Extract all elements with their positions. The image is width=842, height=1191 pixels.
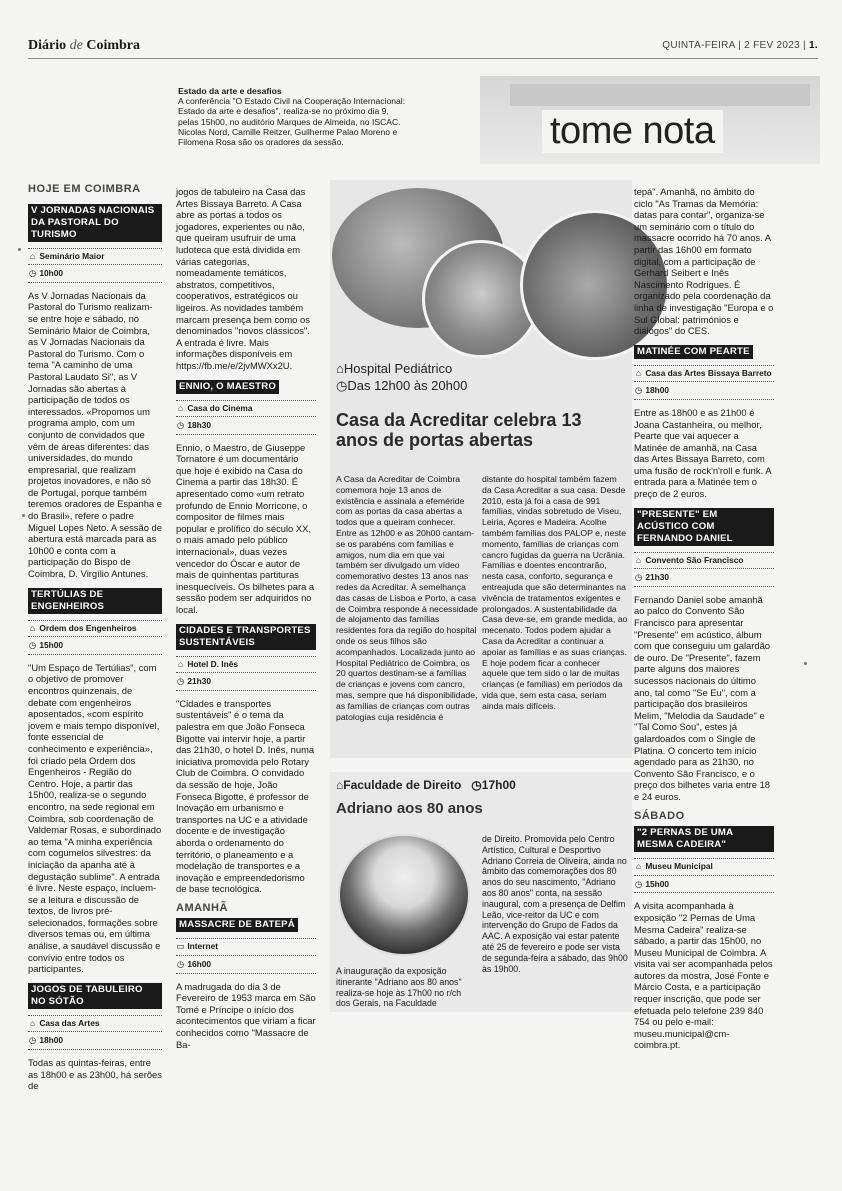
- time-text: 21h30: [645, 572, 670, 583]
- clock-icon: ◷: [176, 959, 185, 970]
- time-text: 18h00: [39, 1035, 64, 1046]
- event-tag-jornadas: V JORNADAS NACIONAIS DA PASTORAL DO TURISMO: [28, 204, 162, 242]
- place-text: Museu Municipal: [645, 861, 713, 872]
- estado-text: A conferência "O Estado Civil na Cooperação Internacional: Estado da arte e desafios", realiza-se no próximo dia 9, pelas 15h00, no auditório Marques de Almeida, no ISCAC. Nicolas Nord, Camille Reitzer, Guilherme Palao Moreno e Filomena Rosa são os oradores da sessão.: [178, 96, 406, 148]
- time-text: 18h30: [187, 420, 212, 431]
- clock-icon: ◷: [336, 378, 348, 393]
- home-icon: ⌂: [336, 361, 344, 376]
- section-head-hoje: HOJE EM COIMBRA: [28, 183, 141, 195]
- time-text: 15h00: [645, 878, 670, 889]
- place-text: Hotel D. Inês: [187, 658, 239, 669]
- event-text: Fernando Daniel sobe amanhã ao palco do Convento São Francisco para apresentar "Presente" em acústico, álbum com que conseguiu um galardão de ouro. De "Presente", fazem parte alguns dos maiores sucessos nacionais do último ano, tal como "Se Eu", com a participação dos brasileiros Melim, "Melodia da Saudade" e "Tal Como Sou", estes já galardoados com o Single de Platina. O concerto tem início agendado para as 21h30, no Convento São Francisco, e o preço dos bilhetes varia entre 18 e 24 euros.: [634, 593, 771, 802]
- portrait-adriano: [338, 834, 470, 956]
- scan-speck: [804, 662, 807, 665]
- time-text: 15h00: [39, 640, 64, 651]
- event-place: [634, 858, 774, 876]
- monitor-icon: ▭: [176, 941, 185, 952]
- feature2-time: 17h00: [481, 778, 516, 792]
- event-text: Todas as quintas-feiras, entre as 18h00 e as 23h00, há serões de: [28, 1057, 162, 1092]
- clock-icon: ◷: [471, 778, 482, 792]
- home-icon: ⌂: [29, 1017, 36, 1028]
- place-text: Ordem dos Engenheiros: [39, 622, 137, 633]
- section-head-sabado: SÁBADO: [634, 809, 685, 822]
- event-tag-batepa: MASSACRE DE BATEPÁ: [176, 918, 298, 932]
- event-place: [28, 620, 162, 638]
- event-tag-cidades: CIDADES E TRANSPORTES SUSTENTÁVEIS: [176, 624, 316, 650]
- clock-icon: ◷: [634, 878, 643, 889]
- event-tag-ennio: ENNIO, O MAESTRO: [176, 380, 279, 394]
- event-time: [28, 638, 162, 655]
- event-text: tepá". Amanhã, no âmbito do ciclo "As Tramas da Memória: datas para contar", organiza-se um seminário com o título do massacre ocorrido há 70 anos. A partir das 16h00 em formato digital, com a participação de Gerhard Seibert e Inês Nascimento Rodrigues. É organizado pela coordenação da linha de investigação "Europa e o Sul Global: patrimónios e diálogos" do CES.: [634, 186, 774, 337]
- place-text: Internet: [187, 941, 219, 952]
- feature-place: Hospital Pediátrico: [343, 361, 453, 376]
- time-text: 18h00: [645, 385, 670, 396]
- dateline: [662, 40, 818, 51]
- event-text: As V Jornadas Nacionais da Pastoral do Turismo realizam-se entre hoje e sábado, no Seminário Maior de Coimbra, as V Jornadas Nacionais da Pastoral do Turismo. Com o tema "A caminho de uma Pastoral Laudato Si", as V Jornadas são abertas à participação de todos os interessados. «Propomos um programa amplo, com um conjunto de convidados que vêm de áreas diferentes: das universidades, do mundo empresarial, que realizam projetos inovadores, e não só de Portugal, porque também teremos oradores de Espanha e do Brasil», refere o padre Miguel Lopes Neto. A sessão de abertura está marcada para as 10h00 e conta com a participação do Bispo de Coimbra, D. Virgílio Antunes.: [28, 289, 162, 580]
- masthead: [28, 36, 818, 56]
- clock-icon: ◷: [176, 676, 185, 687]
- event-time: [28, 1033, 162, 1050]
- event-text: Entre as 18h00 e as 21h00 é Joana Castanheira, ou melhor, Pearte que vai aquecer a Matinée de amanhã, na Casa das Artes Bissaya Barreto, com uma fusão de rock'n'roll e funk. A entrada para a Matinée tem o preço de 2 euros.: [634, 406, 771, 500]
- event-time: [634, 877, 774, 894]
- event-text: "Um Espaço de Tertúlias", com o objetivo de promover encontros quinzenais, de debate com engenheiros aposentados, «com espírito jovem e mais tempo disponível, fonte essencial de conhecimento e experiência», foi criado pela Ordem dos Engenheiros - Região do Centro. Hoje, a partir das 15h00, realiza-se o segundo encontro, na sede regional em Coimbra, sob coordenação de Valdemar Rosas, e subordinado ao tema "A minha experiência com cogumelos silvestres: da iniciação da apanha até à degustação sublime". A entrada é livre. Neste espaço, incluem-se a leitura e discussão de textos, de livros pré-selecionados, formações sobre diversos temas ou, em última análise, a saudável discussão e convívio entre todos os participantes.: [28, 661, 162, 975]
- clock-icon: ◷: [28, 1035, 37, 1046]
- event-time: [634, 570, 774, 587]
- estado-brief: [178, 86, 406, 147]
- home-icon: ⌂: [29, 622, 36, 633]
- brand-logo: [28, 38, 140, 54]
- event-tag-presente: "PRESENTE" EM ACÚSTICO COM FERNANDO DANIEL: [634, 508, 774, 546]
- event-place: [28, 248, 162, 266]
- home-icon: ⌂: [336, 778, 344, 792]
- column-1: [28, 184, 162, 1094]
- event-time: [176, 418, 316, 435]
- event-tag-matinee: MATINÉE COM PEARTE: [634, 345, 753, 359]
- home-icon: ⌂: [177, 658, 184, 669]
- section-head-amanha: AMANHÃ: [176, 901, 228, 914]
- event-place: [176, 656, 316, 674]
- event-tag-tertulias: TERTÚLIAS DE ENGENHEIROS: [28, 588, 162, 614]
- place-text: Convento São Francisco: [645, 554, 744, 565]
- top-box: [170, 76, 820, 166]
- feature2-caption: A inauguração da exposição itinerante "Adriano aos 80 anos" realiza-se hoje às 17h00 no r/ch dos Gerais, na Faculdade: [336, 966, 462, 1009]
- feature-time: Das 12h00 às 20h00: [347, 378, 468, 393]
- home-icon: ⌂: [635, 861, 642, 872]
- event-text: "Cidades e transportes sustentáveis" é o tema da palestra em que João Fonseca Bigotte vai intervir hoje, a partir das 21h30, o hotel D. Inês, numa iniciativa promovida pelo Rotary Club de Coimbra. O convidado da sessão de hoje, João Fonseca Bigotte, é professor de Inovação em urbanismo e transportes na UC e a atividade docente e de investigação aborda o ordenamento do território, o planeamento e a modelação de transportes e a inovação e empreendedorismo de base tecnológica.: [176, 697, 315, 895]
- event-text: A visita acompanhada à exposição "2 Pernas de Uma Mesma Cadeira" realiza-se sábado, a partir das 15h00, no Museu Municipal de Coimbra. A visita vai ser acompanhada pelos autores da mostra, José Fonte e Márcio Costa, e a participação requer inscrição, que pode ser efetuada pelo telefone 239 840 754 ou pelo e-mail: museu.municipal@cm-coimbra.pt.: [634, 900, 773, 1051]
- clock-icon: ◷: [634, 385, 643, 396]
- feature-meta: [336, 360, 467, 394]
- place-text: Casa das Artes Bissaya Barreto: [645, 367, 772, 378]
- event-text: A madrugada do dia 3 de Fevereiro de 1953 marca em São Tomé e Príncipe o início dos acontecimentos que viriam a ficar conhecidos como "Massacre de Ba-: [176, 980, 316, 1050]
- brand-name-b: Coimbra: [86, 38, 140, 53]
- place-text: Casa das Artes: [39, 1017, 100, 1028]
- clock-icon: ◷: [28, 640, 37, 651]
- event-time: [176, 957, 316, 974]
- feature2-text: de Direito. Promovida pelo Centro Artístico, Cultural e Desportivo Adriano Correia de Oliveira, ainda no âmbito das comemorações dos 80 anos do seu nascimento, "Adriano aos 80 anos" conta, na sessão inaugural, com a presença de Delfim Leão, vice-reitor da UC e com intervenção do Grupo de Fados da AAC. A exposição vai estar patente até 25 de fevereiro e pode ser vista de segunda-feira a sábado, das 9h00 às 19h00.: [482, 834, 628, 974]
- time-text: 10h00: [39, 268, 64, 279]
- time-text: 16h00: [187, 959, 212, 970]
- feature-title: Casa da Acreditar celebra 13 anos de portas abertas: [336, 410, 582, 450]
- date-text: QUINTA-FEIRA | 2 FEV 2023 |: [662, 40, 806, 51]
- event-time: [28, 266, 162, 283]
- clock-icon: ◷: [634, 572, 643, 583]
- estado-title: Estado da arte e desafios: [178, 86, 282, 96]
- section-title-tome-nota: tome nota: [542, 110, 723, 153]
- brand-name-a: Diário: [28, 38, 67, 53]
- event-place: [634, 552, 774, 570]
- scan-speck: [22, 514, 25, 517]
- feature-text-col1: A Casa da Acreditar de Coimbra comemora hoje 13 anos de existência e assinala a efeméride com as portas da casa abertas a todos que a queiram conhecer. Entre as 12h00 e as 20h00 cantam-se os parabéns com famílias e amigos, num dia em que vai também ser divulgado um vídeo comemorativo destes 13 anos nas redes da Acreditar. À semelhança das casas de Lisboa e Porto, a casa de Coimbra responde à necessidade de alojamento das famílias residentes fora da região do hospital onde os seus filhos são acompanhados. Localizada junto ao Hospital Pediátrico de Coimbra, os 20 quartos destinam-se a famílias de crianças e jovens com cancro, mas, sempre que há disponibilidade, as famílias de crianças com outras patologias cuja residência é: [336, 474, 478, 722]
- event-place: [634, 365, 774, 383]
- column-4: [634, 186, 774, 1053]
- clock-icon: ◷: [176, 420, 185, 431]
- place-text: Casa do Cinema: [187, 402, 253, 413]
- event-time: [176, 674, 316, 691]
- clock-icon: ◷: [28, 268, 37, 279]
- event-place: [176, 400, 316, 418]
- event-tag-pernas: "2 PERNAS DE UMA MESMA CADEIRA": [634, 826, 774, 852]
- feature-text-col2: distante do hospital também fazem da Casa Acreditar a sua casa. Desde 2010, esta já foi a casa de 991 famílias, vindas sobretudo de Viseu, Leiria, Açores e Madeira. Acolhe também famílias dos PALOP e, neste momento, famílias de crianças com cancro fugidas da guerra na Ucrânia. Famílias e doentes encontrarão, nesta casa, conforto, segurança e entreajuda que são determinantes na vivência de tratamentos exigentes e prolongados. A sustentabilidade da Casa deve-se, em grande medida, ao mecenato. Todos podem ajudar a Casa da Acreditar a continuar a apoiar as famílias e as suas crianças. E hoje podem ficar a conhecer aquele que tem sido o lar de muitas crianças (e famílias) em períodos da vida que, sem esta casa, seriam ainda mais difíceis.: [482, 474, 628, 711]
- column-2: [176, 186, 316, 1052]
- home-icon: ⌂: [177, 402, 184, 413]
- feature-acreditar: [330, 180, 632, 758]
- event-time: [634, 383, 774, 400]
- event-text: Ennio, o Maestro, de Giuseppe Tornatore é um documentário que hoje é exibido na Casa do Cinema a partir das 18h30. É apresentado como «um retrato profundo de Ennio Morricone, o compositor de filmes mais popular e prolífico do século XX, o mais amado pelo público internacional», duas vezes vencedor do Óscar e autor de mais de quinhentas partituras inesquecíveis. Os bilhetes para a sessão podem ser adquiridos no local.: [176, 441, 315, 615]
- scan-speck: [18, 248, 21, 251]
- event-text: jogos de tabuleiro na Casa das Artes Bissaya Barreto. A Casa abre as portas a todos os jogadores, experientes ou não, que queiram usufruir de uma ludoteca que está dividida em várias categorias, nomeadamente temáticos, abstratos, competitivos, cooperativos, estratégicos ou ligeiros. As novidades também marcam presença bem como os denominados "novos clássicos". A entrada é livre. Mais informações disponíveis em https://fb.me/e/2jvMWXx2U.: [176, 186, 310, 371]
- feature2-meta: [336, 778, 516, 792]
- brand-name-de: de: [69, 38, 83, 53]
- event-place: [28, 1015, 162, 1033]
- feature2-place: Faculdade de Direito: [343, 778, 462, 792]
- event-tag-jogos: JOGOS DE TABULEIRO NO SÓTÃO: [28, 983, 162, 1009]
- feature-adriano: [330, 772, 632, 1012]
- top-rule: [28, 58, 818, 59]
- home-icon: ⌂: [635, 367, 642, 378]
- home-icon: ⌂: [635, 554, 642, 565]
- place-text: Seminário Maior: [39, 250, 105, 261]
- event-place: [176, 938, 316, 956]
- page-number: 1.: [809, 40, 818, 51]
- feature2-title: Adriano aos 80 anos: [336, 800, 483, 817]
- home-icon: ⌂: [29, 250, 36, 261]
- time-text: 21h30: [187, 676, 212, 687]
